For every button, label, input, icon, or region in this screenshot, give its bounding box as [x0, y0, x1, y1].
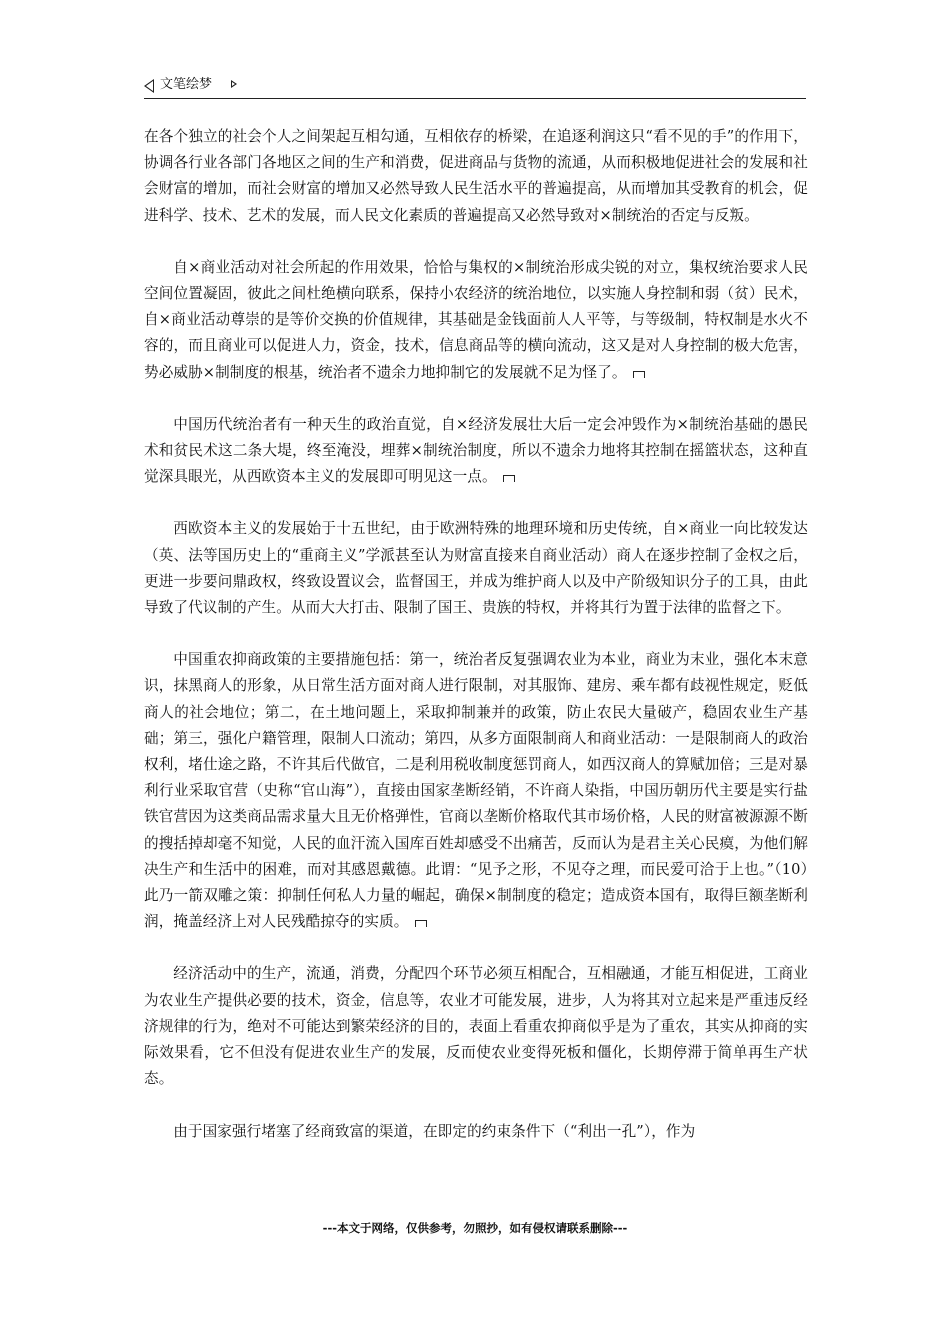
- paragraph-7: 由于国家强行堵塞了经商致富的渠道，在即定的约束条件下（“利出一孔”），作为: [173, 1122, 696, 1140]
- paragraph-5-text: 中国重农抑商政策的主要措施包括：第一，统治者反复强调农业为本业，商业为末业，强化本末意识，抹黑商人的形象，从日常生活方面对商人进行限制，对其服饰、建房、乘车都有歧视性规定，贬低商人的社会地位；第二，在土地问题上，采取抑制兼并的政策，防止农民大量破产，稳固农业生产基础；第三，强化户籍管理，限制人口流动；第四，从多方面限制商人和商业活动：一是限制商人的政治权利，堵仕途之路，不许其后代做官，二是利用税收制度惩罚商人，如西汉商人的算赋加倍；三是对暴利行业采取官营（史称“官山海”），直接由国家垄断经销，不许商人染指，中国历朝历代主要是实行盐铁官营因为这类商品需求量大且无价格弹性，官商以垄断价格取代其市场价格，人民的财富被源源不断的搜括掉却毫不知觉，人民的血汗流入国库百姓却感受不出痛苦，反而认为是君主关心民瘼，为他们解决生产和生活中的困难，而对其感恩戴德。此谓：“见予之形，不见夺之理，而民爱可洽于上也。”（10）此乃一箭双雕之策：抑制任何私人力量的崛起，确保×制制度的稳定；造成资本国有，取得巨额垄断利润，掩盖经济上对人民残酷掠夺的实质。: [144, 651, 808, 931]
- paragraph-4: 西欧资本主义的发展始于十五世纪，由于欧洲特殊的地理环境和历史传统，自×商业一向比较发达（英、法等国历史上的“重商主义”学派甚至认为财富直接来自商业活动）商人在逐步控制了金权之后，更进一步要问鼎政权，终致设置议会，监督国王，并成为维护商人以及中产阶级知识分子的工具，由此导致了代议制的产生。从而大大打击、限制了国王、贵族的特权，并将其行为置于法律的监督之下。: [144, 520, 808, 617]
- paragraph-5: [144, 647, 808, 935]
- paragraph-6: 经济活动中的生产，流通，消费，分配四个环节必须互相配合，互相融通，才能互相促进，工商业为农业生产提供必要的技术，资金，信息等，农业才可能发展，进步，人为将其对立起来是严重违反经济规律的行为，绝对不可能达到繁荣经济的目的，表面上看重农抑商似乎是为了重农，其实从抑商的实际效果看，它不但没有促进农业生产的发展，反而使农业变得死板和僵化，长期停滞于简单再生产状态。: [144, 965, 808, 1088]
- triangle-right-icon: [231, 80, 237, 88]
- document-body: [144, 124, 808, 1171]
- paragraph-2-text: 自×商业活动对社会所起的作用效果，恰恰与集权的×制统治形成尖锐的对立，集权统治要求人民空间位置凝固，彼此之间杜绝横向联系，保持小农经济的统治地位，以实施人身控制和弱（贫）民术，自×商业活动尊崇的是等价交换的价值规律，其基础是金钱面前人人平等，与等级制，特权制是水火不容的，而且商业可以促进人力，资金，技术，信息商品等的横向流动，这又是对人身控制的极大危害，势必威胁×制制度的根基，统治者不遗余力地抑制它的发展就不足为怪了。: [144, 258, 808, 381]
- paragraph-mark-icon: [633, 371, 645, 378]
- paragraph-mark-icon: [503, 475, 515, 482]
- page-header: [144, 76, 806, 99]
- triangle-left-icon: [144, 79, 154, 93]
- paragraph-1: 在各个独立的社会个人之间架起互相勾通，互相依存的桥梁，在追逐利润这只“看不见的手”的作用下，协调各行业各部门各地区之间的生产和消费，促进商品与货物的流通，从而积极地促进社会的发展和社会财富的增加，而社会财富的增加又必然导致人民生活水平的普遍提高，从而增加其受教育的机会，促进科学、技术、艺术的发展，而人民文化素质的普遍提高又必然导致对×制统治的否定与反叛。: [144, 128, 808, 224]
- paragraph-3-text: 中国历代统治者有一种天生的政治直觉，自×经济发展壮大后一定会冲毁作为×制统治基础的愚民术和贫民术这二条大堤，终至淹没，埋葬×制统治制度，所以不遗余力地将其控制在摇篮状态，这种直觉深具眼光，从西欧资本主义的发展即可明见这一点。: [144, 415, 808, 486]
- paragraph-2: [144, 255, 808, 386]
- page-footer: ---本文于网络，仅供参考，勿照抄，如有侵权请联系删除---: [322, 1221, 628, 1235]
- header-title: 文笔绘梦: [160, 77, 213, 92]
- paragraph-mark-icon: [415, 920, 427, 927]
- paragraph-3: [144, 412, 808, 491]
